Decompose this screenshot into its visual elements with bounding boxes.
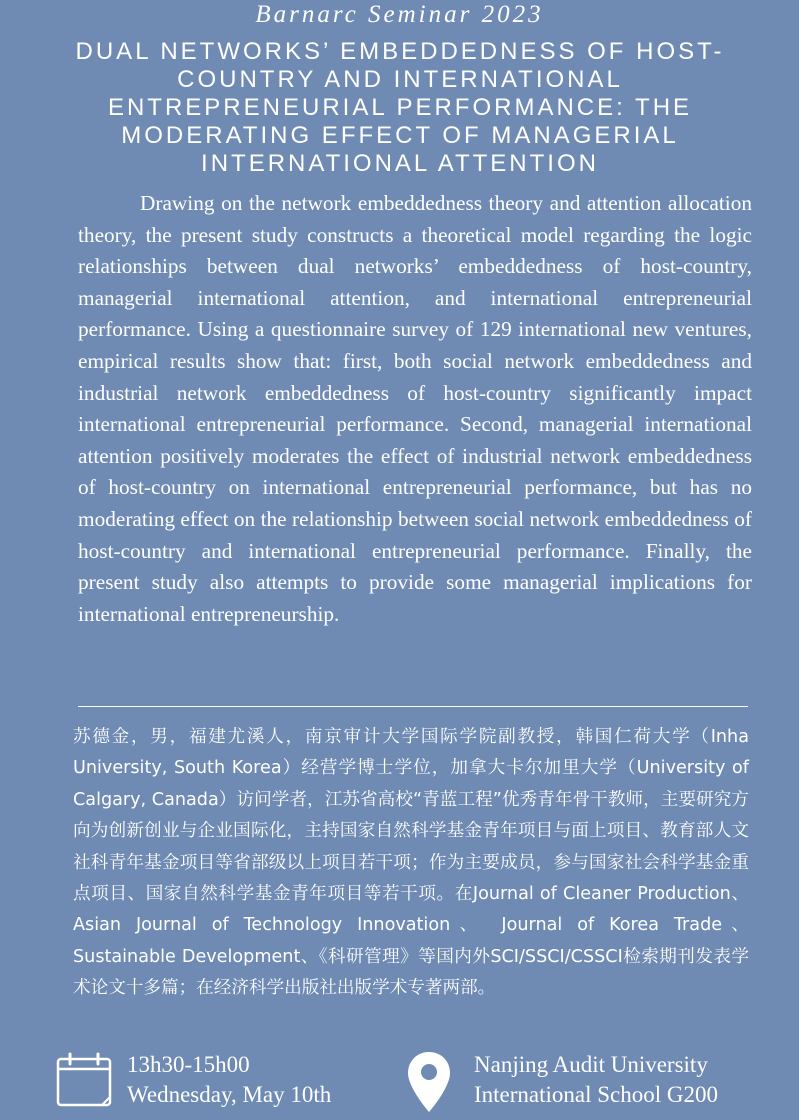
calendar-icon [56,1052,112,1108]
speaker-bio: 苏德金，男，福建尤溪人，南京审计大学国际学院副教授，韩国仁荷大学（Inha University, South Korea）经营学博士学位，加拿大卡尔加里大学（University of Calgary, Canada）访问学者，江苏省高校“青蓝工程”优秀青年骨干教师，主要研究方向为创新创业与企业国际化，主持国家自然科学基金青年项目与面上项目、教育部人文社科青年基金项目等省部级以上项目若干项；作为主要成员，参与国家社会科学基金重点项目、国家自然科学基金青年项目等若干项。在Journal of Cleaner Production、Asian Journal of Technology Innovation、 Journal of Korea Trade、Sustainable Development、《科研管理》等国内外SCI/SSCI/CSSCI检索期刊发表学术论文十多篇；在经济科学出版社出版学术专著两部。 [73,727,749,999]
venue-line-2: International School G200 [474,1082,719,1107]
venue-line-1: Nanjing Audit University [474,1052,708,1077]
event-location-block [474,1050,718,1110]
location-pin-icon [406,1050,452,1114]
abstract-text: Drawing on the network embeddedness theory and attention allocation theory, the present study constructs a theoretical model regarding the logic relationships between dual networks’ embeddedness of host-country, managerial international attention, and international entrepreneurial performance. Using a questionnaire survey of 129 international new ventures, empirical results show that: first, both social network embeddedness and industrial network embeddedness of host-country significantly impact international entrepreneurial performance. Second, managerial international attention positively moderates the effect of industrial network embeddedness of host-country on international entrepreneurial performance, but has no moderating effect on the relationship between social network embeddedness of host-country and international entrepreneurial performance. Finally, the present study also attempts to provide some managerial implications for international entrepreneurship. [78,191,752,626]
event-date: Wednesday, May 10th [127,1082,332,1107]
seminar-series-title: Barnarc Seminar 2023 [255,1,544,28]
event-time-block [127,1050,331,1110]
event-time: 13h30-15h00 [127,1052,250,1077]
talk-title: DUAL NETWORKS’ EMBEDDEDNESS OF HOST-COUNTRY AND INTERNATIONAL ENTREPRENEURIAL PERFORMANCE: THE MODERATING EFFECT OF MANAGERIAL INTERNATIONAL ATTENTION [75,38,725,177]
section-divider [78,706,748,707]
